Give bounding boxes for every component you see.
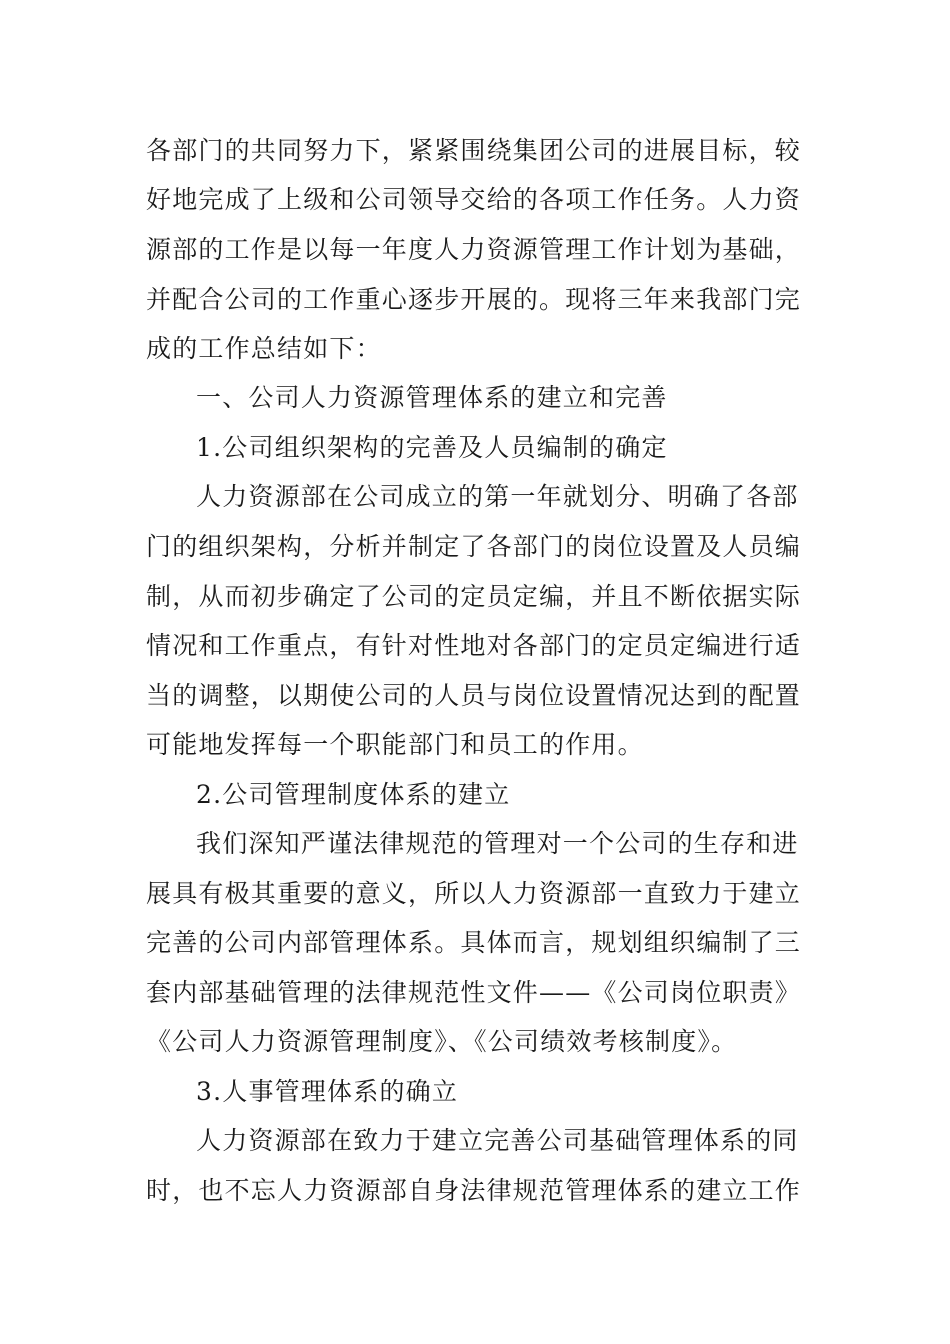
paragraph-line: 好地完成了上级和公司领导交给的各项工作任务。人力资	[146, 185, 802, 214]
paragraph-line: 门的组织架构，分析并制定了各部门的岗位设置及人员编	[146, 532, 802, 561]
paragraph-line: 并配合公司的工作重心逐步开展的。现将三年来我部门完	[146, 285, 802, 314]
paragraph-line: 人力资源部在公司成立的第一年就划分、明确了各部	[196, 482, 799, 511]
paragraph-line: 我们深知严谨法律规范的管理对一个公司的生存和进	[196, 829, 799, 858]
paragraph-line: 成的工作总结如下：	[146, 334, 382, 363]
paragraph-line: 源部的工作是以每一年度人力资源管理工作计划为基础，	[146, 235, 802, 264]
paragraph-line: 情况和工作重点，有针对性地对各部门的定员定编进行适	[146, 631, 802, 660]
paragraph-line: 制，从而初步确定了公司的定员定编，并且不断依据实际	[146, 582, 802, 611]
subsection-heading: 2.公司管理制度体系的建立	[196, 780, 511, 809]
paragraph-line: 《公司人力资源管理制度》、《公司绩效考核制度》。	[146, 1027, 738, 1056]
paragraph-line: 各部门的共同努力下，紧紧围绕集团公司的进展目标，较	[146, 136, 802, 165]
subsection-heading: 3.人事管理体系的确立	[196, 1077, 459, 1106]
paragraph-line: 时，也不忘人力资源部自身法律规范管理体系的建立工作	[146, 1176, 802, 1205]
paragraph-line: 人力资源部在致力于建立完善公司基础管理体系的同	[196, 1126, 799, 1155]
section-heading: 一、公司人力资源管理体系的建立和完善	[196, 383, 668, 412]
paragraph-line: 可能地发挥每一个职能部门和员工的作用。	[146, 730, 644, 759]
paragraph-line: 当的调整，以期使公司的人员与岗位设置情况达到的配置	[146, 681, 802, 710]
subsection-heading: 1.公司组织架构的完善及人员编制的确定	[196, 433, 668, 462]
paragraph-line: 套内部基础管理的法律规范性文件——《公司岗位职责》	[146, 978, 802, 1007]
paragraph-line: 展具有极其重要的意义，所以人力资源部一直致力于建立	[146, 879, 802, 908]
paragraph-line: 完善的公司内部管理体系。具体而言，规划组织编制了三	[146, 928, 802, 957]
